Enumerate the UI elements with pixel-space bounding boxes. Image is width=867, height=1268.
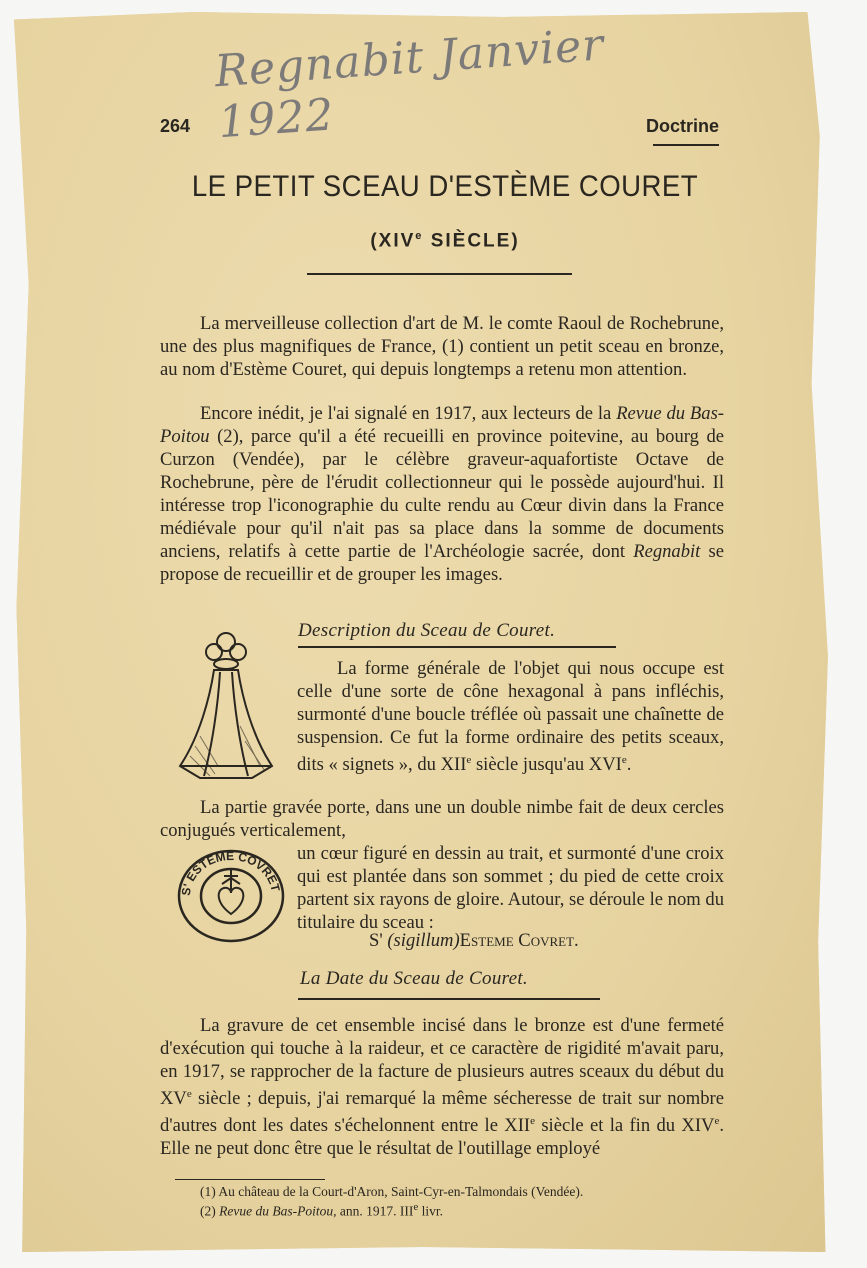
paragraph-5: La gravure de cet ensemble incisé dans le bronze est d'une fermeté d'exécution qui touche à la raideur, et ce caractère de rigidité m'avait paru, en 1917, se rapprocher de la facture de plusieurs autres sceaux du début du XVe siècle ; depuis, j'ai remarqué la même sécheresse de trait sur nombre d'autres dont les dates s'échelonnent entre le XIIe siècle et la fin du XIVe. Elle ne peut donc être que le résultat de l'outillage employé: [160, 1015, 724, 1160]
seal-object-illustration: [170, 626, 282, 788]
heading-date: La Date du Sceau de Couret.: [300, 968, 528, 989]
paragraph-1: La merveilleuse collection d'art de M. le comte Raoul de Rochebrune, une des plus magnifiques de France, (1) contient un petit sceau en bronze, au nom d'Estème Couret, qui depuis longtemps a retenu mon attention.: [160, 313, 724, 380]
paragraph-4-continued: un cœur figuré en dessin au trait, et surmonté d'une croix qui est plantée dans son sommet ; du pied de cette croix partent six rayons de gloire. Autour, se déroule le nom du titulaire du sceau :: [297, 843, 724, 933]
page-number: 264: [160, 116, 191, 136]
footnote-rule: [175, 1179, 325, 1180]
paragraph-2: Encore inédit, je l'ai signalé en 1917, aux lecteurs de la Revue du Bas-Poitou (2), parce qu'il a été recueilli en province poitevine, au bourg de Curzon (Vendée), par le célèbre graveur-aquafortiste Octave de Rochebrune, père de l'érudit collectionneur qui le possède aujourd'hui. Il intéresse trop l'iconographie du culte rendu au Cœur divin dans la France médiévale pour qu'il n'ait pas sa place dans la somme de documents anciens, relatifs à cette partie de l'Archéologie sacrée, dont Regnabit se propose de recueillir et de grouper les images.: [160, 403, 725, 585]
heading-date-rule: [298, 998, 600, 1000]
seal-impression-illustration: [176, 848, 286, 944]
heading-description: Description du Sceau de Couret.: [298, 620, 556, 641]
heading-description-rule: [298, 646, 616, 648]
section-rule: [653, 144, 719, 146]
footnote-1: (1) Au château de la Court-d'Aron, Saint-Cyr-en-Talmondais (Vendée).: [200, 1184, 584, 1199]
title-rule: [307, 273, 572, 275]
stamp-legend: S' ESTEME COVRET: [178, 848, 283, 897]
footnote-2: (2) Revue du Bas-Poitou, ann. 1917. IIIe livr.: [200, 1201, 443, 1219]
section-name: Doctrine: [646, 116, 720, 136]
paragraph-4-first-line: La partie gravée porte, dans une un double nimbe fait de deux cercles conjugués verticalement,: [160, 797, 724, 841]
article-title: LE PETIT SCEAU D'ESTÈME COURET: [191, 170, 699, 203]
article-subtitle: (XIVe SIÈCLE): [370, 230, 520, 252]
seal-inscription: S' (sigillum)Esteme Covret.: [369, 930, 579, 951]
paragraph-3: La forme générale de l'objet qui nous occupe est celle d'une sorte de cône hexagonal à pans infléchis, surmonté d'une boucle tréflée où passait une chaînette de suspension. Ce fut la forme ordinaire des petits sceaux, dits « signets », du XIIe siècle jusqu'au XVIe.: [297, 658, 724, 776]
handwritten-note: Regnabit Janvier 1922: [213, 19, 606, 149]
